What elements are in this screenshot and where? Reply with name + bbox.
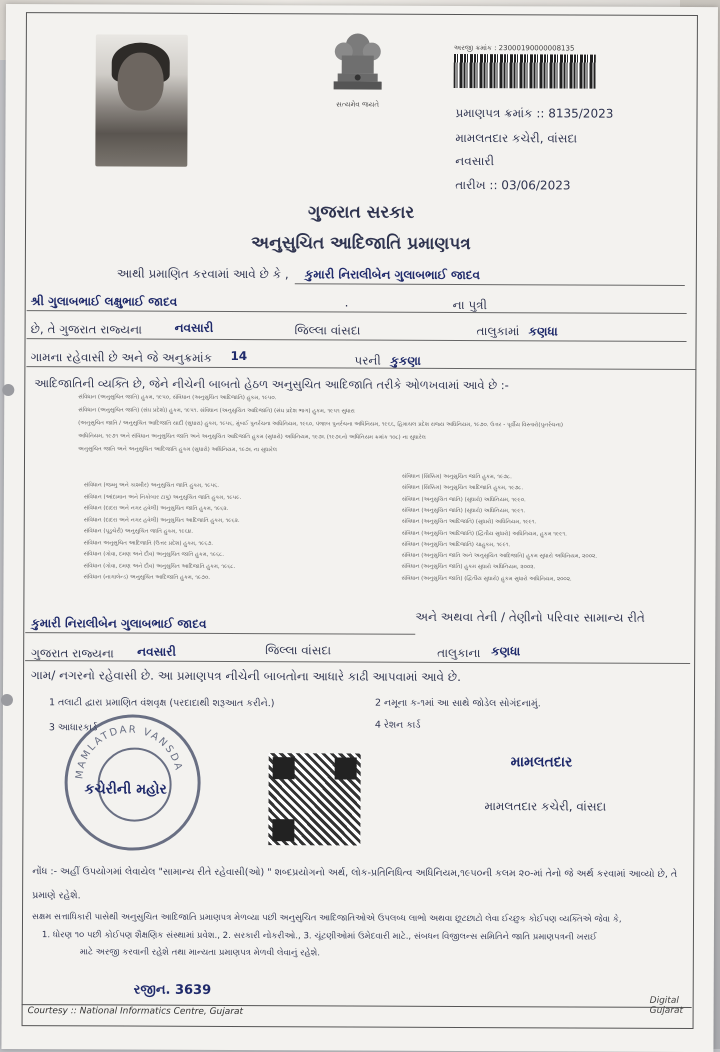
fine-print-line: સંવિધાન (અનુસુચિત આદિજાતિ) (સુધારો) અધિનિયમ, ૧૯૯૧. bbox=[401, 518, 537, 526]
fine-print-line: સંવિધાન (સિક્કિમ) અનુસુચિત આદિજાતિ હુકમ, ૧૯૭૮. bbox=[401, 485, 524, 492]
fine-print-line: સંવિધાન (અનુસુચિત આદિજાતિ) (દ્વિતીય સુધારો) અધિનિયમ, હુકમ ૧૯૯૧. bbox=[401, 530, 567, 537]
fine-print-line: અનુસુચિત જાતિ અને અનુસુચિત આદિજાતિ હુકમ (સુધારો) અધિનિયમ, ૧૯૭૬ ના સુધારેલ bbox=[78, 446, 277, 454]
note-3: સક્ષમ સત્તાધિકારી પાસેથી અનુસુચિત આદિજાતિ પ્રમાણપત્ર મેળવ્યા પછી અનુસુચિત આદિજાતિઓએ ઉપલબ્ધ લાભો અથવા છૂટછાટો લેવા ઈચ્છુક કોઈપણ વ્યક્તિએ જેવા કે, bbox=[31, 912, 622, 925]
photo-face bbox=[118, 52, 164, 110]
district-value: નવસારી bbox=[174, 320, 214, 335]
fine-print-line: સંવિધાન (સિક્કિમ) અનુસુચિત જાતિ હુકમ, ૧૯૭૮. bbox=[401, 473, 512, 481]
fine-print-line: સંવિધાન (અનુસુચિત જાતિ) (સંઘ પ્રદેશો) હુકમ, ૧૯૫૧. સંવિધાન (અનુસુચિત આદિજાતિ) (સંઘ પ્રદેશ ભાગ) હુકમ, ૧૯૫૧ સુધારા bbox=[78, 407, 355, 415]
certificate-number: પ્રમાણપત્ર ક્રમાંક :: 8135/2023 bbox=[455, 105, 614, 121]
father-name: શ્રી ગુલાબભાઈ લક્ષુભાઈ જાદવ bbox=[30, 294, 178, 309]
fine-print-line: સંવિધાન (આંદામાન અને નિકોબાર ટાપુ) અનુસુચિત જાતિ હુકમ, ૧૯૫૯. bbox=[83, 493, 242, 501]
seal-ring-text bbox=[64, 714, 195, 845]
fine-print-line: સંવિધાન (અનુસુચિત જાતિ) (સુધારો) અધિનિયમ, ૧૯૯૦. bbox=[401, 496, 526, 503]
note-5: માટે અરજી કરવાની રહેશે તથા માન્યતા પ્રમાણપત્ર મેળવી લેવાનું રહેશે. bbox=[79, 947, 321, 959]
tribe-name: કુકણા bbox=[390, 353, 421, 368]
serial-mid: પરની bbox=[354, 353, 381, 368]
courtesy-note: Courtesy :: National Informatics Centre, Gujarat bbox=[27, 1006, 244, 1018]
certificate-sheet bbox=[1, 4, 718, 1052]
fine-print-line: સંવિધાન (ગોવા, દમણ અને દીવ) અનુસુચિત આદિજાતિ હુકમ, ૧૯૬૮. bbox=[83, 562, 236, 570]
resident-taluka-suffix: તાલુકાના bbox=[437, 645, 481, 661]
issue-date: તારીખ :: 03/06/2023 bbox=[455, 177, 571, 193]
fine-print-line: સંવિધાન (અનુસુચિત જાતિ) હુકમ, ૧૯૫૦, સંવિધાન (અનુસુચિત આદિજાતિ) હુકમ, ૧૯૫૦. bbox=[78, 394, 277, 402]
fine-print-line: સંવિધાન (અનુસુચિત જાતિ) હુકમ સુધારો અધિનિયમ, ૨૦૦૨. bbox=[401, 564, 536, 571]
fine-print-line: સંવિધાન (અનુસુચિત જાતિ અને અનુસુચિત આદિજાતિ) હુકમ સુધારો અધિનિયમ, ૨૦૦૨. bbox=[401, 552, 598, 560]
fine-print-line: સંવિધાન (જમ્મુ અને કાશ્મીર) અનુસુચિત જાતિ હુકમ, ૧૯૫૬. bbox=[83, 482, 220, 489]
register-number: રજીન. 3639 bbox=[133, 982, 212, 998]
fine-print-line: સંવિધાન અનુસુચિત આદિજાતિ (ઉત્તર પ્રદેશ) હુકમ, ૧૯૬૭. bbox=[83, 539, 214, 547]
serial-number: 14 bbox=[230, 348, 248, 364]
resident-statement: ગામ/ નગરનો રહેવાસી છે. આ પ્રમાણપત્ર નીચેની બાબતોના આધારે કાઢી આપવામાં આવે છે. bbox=[31, 668, 461, 684]
state-label: છે, તે ગુજરાત રાજ્યના bbox=[30, 322, 143, 337]
village-value: કણધા bbox=[528, 324, 558, 339]
separator-dot: . bbox=[344, 295, 349, 310]
issuing-district: નવસારી bbox=[455, 153, 495, 169]
note-2: પ્રમાણે રહેશે. bbox=[32, 890, 81, 902]
serial-label: ગામના રહેવાસી છે અને જે અનુક્રમાંક bbox=[30, 350, 213, 365]
applicant-photo bbox=[95, 34, 188, 166]
resident-name: કુમારી નિરાલીબેન ગુલાબભાઈ જાદવ bbox=[31, 616, 207, 631]
taluka-value: જિલ્લા વાંસદા bbox=[294, 323, 361, 338]
signatory-office: મામલતદાર કચેરી, વાંસદા bbox=[484, 799, 607, 814]
holder-name: કુમારી નિરાલીબેન ગુલાબભાઈ જાદવ bbox=[304, 267, 481, 283]
fine-print-line: સંવિધાન (નાગાલેન્ડ) અનુસુચિત આદિજાતિ હુકમ, ૧૯૭૦. bbox=[83, 574, 211, 581]
document-4: 4 રેશન કાર્ડ bbox=[374, 719, 421, 731]
note-1: નોંધ :- અહીં ઉપયોગમાં લેવાયેલ "સામાન્ય રીતે રહેવાસી(ઓ) " શબ્દપ્રયોગનો અર્થ, લોક-પ્રતિનિધિત્વ અધિનિયમ,૧૯૫૦ની કલમ ૨૦-માં તેનો જે અર્થ કરવામાં આવ્યો છે, તે bbox=[32, 866, 678, 880]
fine-print-line: સંવિધાન (અનુસુચિત આદિજાતિ) ચાહુકમ, ૧૯૯૧. bbox=[401, 541, 511, 549]
signature: મામલતદાર bbox=[510, 754, 573, 771]
punch-hole bbox=[1, 694, 13, 706]
document-1: 1 તલાટી દ્વારા પ્રમાણિત વંશવૃક્ષ (પરદાદાથી શરૂઆત કરીને.) bbox=[48, 697, 275, 710]
barcode-number: અરજી ક્રમાંક : 23000190000008135 bbox=[453, 43, 575, 53]
fine-print-line: સંવિધાન (ગોવા, દમણ અને દીવ) અનુસુચિત જાતિ હુકમ, ૧૯૬૮. bbox=[83, 551, 224, 558]
fine-print-line: અધિનિયમ, ૧૯૭૧ અને સંવિધાન અનુસુચિત જાતિ અને અનુસુચિત આદિજાતિ હુકમ (સુધારો) અધિનિયમ, ૧૯૭૬ (૧૯૭૬નો અધિનિયમ ક્રમાંક ૧૦૮) ના સુધારેલ bbox=[78, 433, 426, 441]
barcode bbox=[454, 54, 596, 89]
document-2: 2 નમૂના ક-૧માં આ સાથે જોડેલ સોગંદનામું. bbox=[374, 697, 541, 710]
punch-hole bbox=[2, 384, 14, 396]
fine-print-line: સંવિધાન (દાદરા અને નગર હવેલી) અનુસુચિત જાતિ હુકમ, ૧૯૬૨. bbox=[83, 505, 229, 512]
resident-district: નવસારી bbox=[137, 644, 176, 659]
identification-statement: આદિજાતિની વ્યક્તિ છે, જેને નીચેની બાબતો હેઠળ અનુસુચિત આદિજાતિ તરીકે ઓળખવામાં આવે છે :- bbox=[34, 376, 509, 393]
resident-taluka: જિલ્લા વાંસદા bbox=[265, 643, 332, 658]
issuing-office: મામલતદાર કચેરી, વાંસદા bbox=[455, 130, 578, 146]
fine-print-line: (અનુસુચિત જાતિ / અનુસુચિત આદિજાતિ યાદી (સુધારા) હુકમ, ૧૯૫૬, મુંબઈ પુનર્રચના અધિનિયમ, ૧૯૬૦, પંજાબ પુનર્રચના અધિનિયમ, ૧૯૬૬, હિમાચલ પ્રદેશ રાજ્ય અધિનિયમ, ૧૯૭૦. ઉત્તર - પૂર્વીય વિસ્તારો(પુનર્રચના) bbox=[78, 420, 564, 429]
digital-gujarat-label: Digital Gujarat bbox=[649, 995, 684, 1016]
qr-code bbox=[268, 753, 360, 845]
certificate-title: અનુસુચિત આદિજાતિ પ્રમાણપત્ર bbox=[251, 233, 471, 255]
family-text: અને અથવા તેની / તેણીનો પરિવાર સામાન્ય રીતે bbox=[415, 609, 645, 625]
fine-print-line: સંવિધાન (અનુસુચિત જાતિ) (દ્વિતીય સુધારો) હુકમ સુધારો અધિનિયમ, ૨૦૦૨. bbox=[401, 575, 572, 583]
emblem-caption: સત્યમેવ જયતે bbox=[336, 100, 380, 109]
national-emblem-icon bbox=[328, 23, 388, 97]
fine-print-line: સંવિધાન (દાદરા અને નગર હવેલી) અનુસુચિત આદિજાતિ હુકમ, ૧૯૬૨. bbox=[83, 516, 240, 524]
relation-label: ના પુત્રી bbox=[452, 297, 488, 313]
village-label: તાલુકામાં bbox=[476, 324, 520, 339]
resident-state: ગુજરાત રાજ્યના bbox=[31, 646, 114, 661]
certify-label: આથી પ્રમાણિત કરવામાં આવે છે કે , bbox=[116, 266, 289, 282]
svg-text:MAMLATDAR VANSDA: MAMLATDAR VANSDA bbox=[74, 724, 185, 780]
document-3: 3 આધારકાર્ડ bbox=[48, 722, 98, 734]
government-title: ગુજરાત સરકાર bbox=[307, 202, 415, 223]
seal-label: કચેરીની મહોર bbox=[84, 781, 167, 798]
note-4: 1. ધોરણ ૧૦ પછી કોઈપણ શૈક્ષણિક સંસ્થામાં પ્રવેશ., 2. સરકારી નોકરીઓ., 3. ચૂંટણીઓમાં ઉમેદવારી માટે., સંબધન વિજીલન્સ સમિતિને જાતિ પ્રમાણપત્રની ખરાઈ bbox=[41, 930, 597, 943]
fine-print-line: સંવિધાન (અનુસુચિત જાતિ) (સુધારો) અધિનિયમ, ૧૯૯૧. bbox=[401, 507, 526, 515]
fine-print-line: સંવિધાન (પૂડુચેરી) અનુસુચિત જાતિ હુકમ, ૧૯૬૪. bbox=[83, 528, 193, 535]
resident-village: કણધા bbox=[491, 644, 521, 659]
